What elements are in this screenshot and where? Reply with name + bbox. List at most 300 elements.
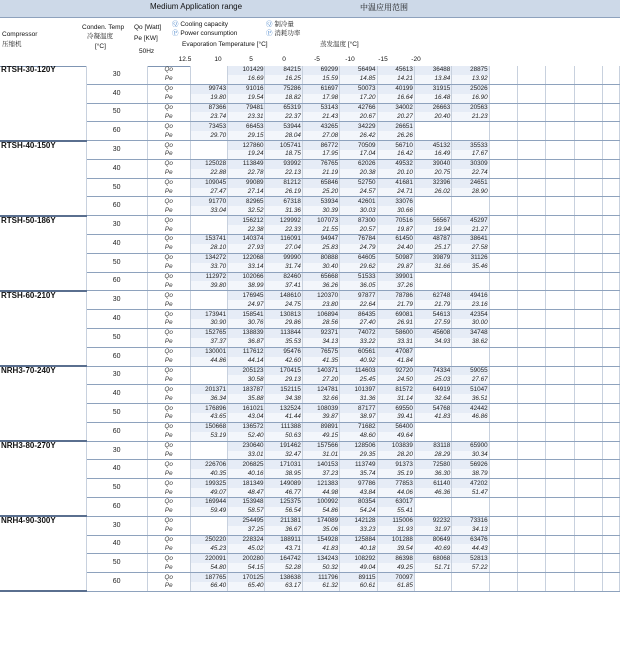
pe-value: 13.84 — [414, 75, 451, 84]
pe-value: 33.01 — [228, 451, 265, 460]
pe-value: 38.95 — [265, 469, 302, 478]
pe-value: 36.67 — [265, 526, 302, 535]
qo-value: 63476 — [452, 535, 489, 544]
pe-label: Pe — [147, 338, 190, 347]
pe-value: 36.51 — [452, 394, 489, 403]
pe-value: 37.25 — [228, 526, 265, 535]
qo-value: 64605 — [340, 253, 377, 262]
empty-cell — [546, 281, 574, 290]
qo-value: 176896 — [190, 404, 227, 413]
pe-label: Pe — [147, 188, 190, 197]
qo-value: 138839 — [228, 328, 265, 337]
empty-cell — [574, 263, 602, 272]
pe-label: Pe — [147, 112, 190, 121]
pe-value: 61.85 — [377, 582, 414, 591]
qo-value: 191462 — [265, 441, 302, 450]
condensing-temp: 50 — [86, 479, 147, 498]
table-row — [0, 272, 620, 281]
qo-value: 71682 — [340, 422, 377, 431]
empty-cell — [602, 582, 619, 591]
pe-label: Pe — [147, 169, 190, 178]
pe-value: 27.59 — [414, 319, 451, 328]
empty-cell — [546, 94, 574, 103]
qo-value: 105741 — [265, 141, 302, 150]
qo-value — [452, 347, 489, 356]
pe-value: 42.60 — [265, 357, 302, 366]
empty-cell — [602, 216, 619, 225]
qo-value: 32396 — [414, 178, 451, 187]
pe-value: 29.70 — [190, 131, 227, 140]
empty-cell — [602, 319, 619, 328]
pe-value: 27.14 — [228, 188, 265, 197]
empty-cell — [546, 66, 574, 75]
pe-value: 50.63 — [265, 432, 302, 441]
pe-label: Pe — [147, 357, 190, 366]
pe-value: 61.32 — [302, 582, 339, 591]
condensing-temp: 40 — [86, 235, 147, 254]
qo-value: 62748 — [414, 291, 451, 300]
pe-value: 31.93 — [377, 526, 414, 535]
empty-cell — [489, 319, 517, 328]
empty-cell — [517, 66, 545, 75]
pe-value: 34.13 — [302, 338, 339, 347]
empty-cell — [546, 469, 574, 478]
empty-cell — [546, 75, 574, 84]
empty-cell — [602, 66, 619, 75]
pe-value: 28.29 — [414, 451, 451, 460]
pe-value: 20.10 — [377, 169, 414, 178]
empty-cell — [517, 131, 545, 140]
qo-value: 170415 — [265, 366, 302, 375]
qo-label: Qo — [147, 197, 190, 206]
frequency-label: 50Hz — [139, 48, 155, 55]
qo-value: 230640 — [228, 441, 265, 450]
qo-value: 149089 — [265, 479, 302, 488]
empty-cell — [602, 544, 619, 553]
pe-value: 26.19 — [265, 188, 302, 197]
pe-label: Pe — [147, 432, 190, 441]
pe-value: 27.08 — [302, 131, 339, 140]
pe-value: 63.17 — [265, 582, 302, 591]
qo-value: 81212 — [265, 178, 302, 187]
empty-cell — [574, 385, 602, 394]
empty-cell — [546, 188, 574, 197]
pe-value: 44.86 — [190, 357, 227, 366]
empty-cell — [574, 432, 602, 441]
empty-cell — [574, 554, 602, 563]
qo-label: Qo — [147, 573, 190, 582]
conden-temp-label-cn: 冷凝温度 — [87, 33, 113, 40]
empty-cell — [574, 422, 602, 431]
empty-cell — [602, 169, 619, 178]
pe-label: Pe — [147, 451, 190, 460]
pe-value: 50.32 — [302, 563, 339, 572]
qo-value: 89115 — [340, 573, 377, 582]
empty-cell — [602, 291, 619, 300]
qo-value: 42601 — [340, 197, 377, 206]
empty-cell — [574, 516, 602, 525]
pe-value: 46.77 — [265, 488, 302, 497]
qo-value: 39901 — [377, 272, 414, 281]
qo-value: 121383 — [302, 479, 339, 488]
empty-cell — [602, 432, 619, 441]
empty-cell — [489, 347, 517, 356]
condensing-temp: 40 — [86, 535, 147, 554]
qo-value: 91373 — [377, 460, 414, 469]
qo-value: 169944 — [190, 497, 227, 506]
empty-cell — [517, 413, 545, 422]
pe-value: 49.15 — [302, 432, 339, 441]
evaporation-temp-label: Evaporation Temperature [°C] — [182, 41, 268, 48]
qo-value: 161021 — [228, 404, 265, 413]
pe-value: 32.52 — [228, 206, 265, 215]
condensing-temp: 50 — [86, 103, 147, 122]
empty-cell — [489, 488, 517, 497]
table-row — [0, 385, 620, 394]
empty-cell — [517, 75, 545, 84]
empty-cell — [546, 244, 574, 253]
pe-value — [190, 300, 227, 309]
qo-value — [452, 497, 489, 506]
pe-value: 29.15 — [228, 131, 265, 140]
qo-value: 56710 — [377, 141, 414, 150]
pe-value: 48.60 — [340, 432, 377, 441]
qo-value: 140374 — [228, 235, 265, 244]
qo-value — [414, 197, 451, 206]
qo-value: 109045 — [190, 178, 227, 187]
empty-cell — [489, 281, 517, 290]
pe-value: 21.43 — [302, 112, 339, 121]
pe-value: 38.97 — [340, 413, 377, 422]
empty-cell — [517, 253, 545, 262]
pe-value: 17.20 — [340, 94, 377, 103]
empty-cell — [546, 404, 574, 413]
qo-value — [190, 516, 227, 525]
empty-cell — [489, 66, 517, 75]
pe-value: 25.45 — [340, 375, 377, 384]
qo-value: 61140 — [414, 479, 451, 488]
empty-cell — [517, 357, 545, 366]
qo-value: 211381 — [265, 516, 302, 525]
pe-value: 31.97 — [414, 526, 451, 535]
qo-value: 56567 — [414, 216, 451, 225]
empty-cell — [517, 451, 545, 460]
empty-cell — [574, 150, 602, 159]
condensing-temp: 40 — [86, 460, 147, 479]
qo-value: 101397 — [340, 385, 377, 394]
empty-cell — [602, 235, 619, 244]
pe-value: 19.87 — [377, 225, 414, 234]
table-row — [0, 535, 620, 544]
empty-cell — [574, 479, 602, 488]
qo-value: 125028 — [190, 159, 227, 168]
pe-value: 24.57 — [340, 188, 377, 197]
qo-value: 111388 — [265, 422, 302, 431]
pe-value: 45.02 — [228, 544, 265, 553]
qo-label: Qo — [147, 460, 190, 469]
pe-value: 31.36 — [340, 394, 377, 403]
qo-value: 80888 — [302, 253, 339, 262]
pe-value: 27.20 — [302, 375, 339, 384]
qo-label: Qo — [147, 216, 190, 225]
empty-cell — [517, 526, 545, 535]
empty-cell — [574, 122, 602, 131]
condensing-temp: 50 — [86, 404, 147, 423]
qo-value: 64919 — [414, 385, 451, 394]
pe-value: 17.98 — [302, 94, 339, 103]
empty-cell — [546, 507, 574, 516]
empty-cell — [489, 451, 517, 460]
empty-cell — [546, 122, 574, 131]
empty-cell — [517, 394, 545, 403]
condensing-temp: 60 — [86, 573, 147, 592]
qo-value: 84215 — [265, 66, 302, 75]
table-row — [0, 84, 620, 93]
qo-value: 108039 — [302, 404, 339, 413]
empty-cell — [546, 300, 574, 309]
pe-value: 22.33 — [265, 225, 302, 234]
pe-value: 25.03 — [414, 375, 451, 384]
empty-cell — [517, 488, 545, 497]
pe-value — [452, 206, 489, 215]
empty-cell — [517, 432, 545, 441]
pe-value: 27.04 — [265, 244, 302, 253]
qo-label: Qo — [147, 366, 190, 375]
qo-value: 67318 — [265, 197, 302, 206]
pe-label: Pe — [147, 563, 190, 572]
qo-value: 62026 — [340, 159, 377, 168]
pe-value: 24.75 — [265, 300, 302, 309]
legend-cooling — [172, 21, 228, 29]
qo-value — [452, 422, 489, 431]
empty-cell — [546, 159, 574, 168]
pe-value: 30.90 — [190, 319, 227, 328]
pe-value: 65.40 — [228, 582, 265, 591]
empty-cell — [489, 385, 517, 394]
empty-cell — [546, 432, 574, 441]
pe-value: 22.88 — [190, 169, 227, 178]
empty-cell — [546, 112, 574, 121]
pe-value: 26.42 — [340, 131, 377, 140]
qo-value: 122068 — [228, 253, 265, 262]
empty-cell — [489, 244, 517, 253]
qo-value: 76575 — [302, 347, 339, 356]
table-row — [0, 497, 620, 506]
qo-value: 86435 — [340, 310, 377, 319]
qo-value: 99743 — [190, 84, 227, 93]
evap-temp-0: 12.5 — [178, 56, 192, 63]
pe-value: 35.88 — [228, 394, 265, 403]
conden-temp-unit: [°C] — [95, 43, 106, 50]
empty-cell — [574, 131, 602, 140]
empty-cell — [517, 272, 545, 281]
qo-value: 153741 — [190, 235, 227, 244]
qo-label: Qo — [147, 253, 190, 262]
qo-value: 54613 — [414, 310, 451, 319]
qo-value: 154928 — [302, 535, 339, 544]
pe-value: 24.97 — [228, 300, 265, 309]
empty-cell — [602, 310, 619, 319]
qo-value: 113849 — [228, 159, 265, 168]
pe-value: 43.65 — [190, 413, 227, 422]
empty-cell — [546, 206, 574, 215]
empty-cell — [546, 150, 574, 159]
pe-value: 24.50 — [377, 375, 414, 384]
qo-label: Qo — [147, 385, 190, 394]
qo-value: 127860 — [228, 141, 265, 150]
qo-value — [414, 497, 451, 506]
qo-value: 228324 — [228, 535, 265, 544]
table-row — [0, 310, 620, 319]
qo-label: Qo — [147, 272, 190, 281]
empty-cell — [602, 272, 619, 281]
pe-value: 21.19 — [302, 169, 339, 178]
pe-value: 24.79 — [340, 244, 377, 253]
qo-value: 70516 — [377, 216, 414, 225]
pe-value: 21.27 — [452, 225, 489, 234]
pe-value: 43.84 — [340, 488, 377, 497]
qo-value: 40199 — [377, 84, 414, 93]
empty-cell — [546, 225, 574, 234]
pe-value: 40.18 — [340, 544, 377, 553]
empty-cell — [489, 404, 517, 413]
empty-cell — [602, 554, 619, 563]
empty-cell — [517, 516, 545, 525]
qo-value: 158541 — [228, 310, 265, 319]
qo-value: 74334 — [414, 366, 451, 375]
qo-value: 150668 — [190, 422, 227, 431]
empty-cell — [546, 535, 574, 544]
qo-value: 91016 — [228, 84, 265, 93]
qo-value: 92720 — [377, 366, 414, 375]
pe-label: Pe — [147, 150, 190, 159]
empty-cell — [574, 328, 602, 337]
qo-value: 52750 — [340, 178, 377, 187]
pe-value: 32.66 — [302, 394, 339, 403]
qo-value: 164742 — [265, 554, 302, 563]
qo-value: 76784 — [340, 235, 377, 244]
qo-label: Qo — [147, 310, 190, 319]
empty-cell — [602, 441, 619, 450]
condensing-temp: 60 — [86, 197, 147, 216]
pe-value — [452, 432, 489, 441]
pe-value: 33.70 — [190, 263, 227, 272]
qo-value: 75286 — [265, 84, 302, 93]
qo-value: 91770 — [190, 197, 227, 206]
empty-cell — [602, 479, 619, 488]
pe-label: Pe — [147, 582, 190, 591]
empty-cell — [546, 441, 574, 450]
pe-value — [452, 281, 489, 290]
pe-value: 21.23 — [452, 112, 489, 121]
empty-cell — [489, 357, 517, 366]
pe-value: 31.01 — [302, 451, 339, 460]
empty-cell — [574, 225, 602, 234]
pe-value: 28.90 — [452, 188, 489, 197]
pe-value: 34.13 — [452, 526, 489, 535]
pe-value: 26.26 — [377, 131, 414, 140]
pe-value — [414, 507, 451, 516]
pe-value — [414, 432, 451, 441]
empty-cell — [546, 554, 574, 563]
table-row — [0, 141, 620, 150]
table-row — [0, 103, 620, 112]
empty-cell — [517, 563, 545, 572]
pe-value: 38.79 — [452, 469, 489, 478]
table-row — [0, 253, 620, 262]
qo-value — [414, 422, 451, 431]
pe-value — [414, 582, 451, 591]
empty-cell — [489, 375, 517, 384]
qo-value: 58600 — [377, 328, 414, 337]
empty-cell — [574, 253, 602, 262]
qo-value: 80354 — [340, 497, 377, 506]
qo-value: 86772 — [302, 141, 339, 150]
empty-cell — [517, 178, 545, 187]
empty-cell — [546, 497, 574, 506]
empty-cell — [489, 497, 517, 506]
pe-value: 20.40 — [414, 112, 451, 121]
qo-value: 128506 — [340, 441, 377, 450]
pe-value: 52.40 — [228, 432, 265, 441]
qo-value: 39040 — [414, 159, 451, 168]
pe-value — [190, 150, 227, 159]
pe-value: 49.64 — [377, 432, 414, 441]
model-name: RTSH-40-150Y — [0, 141, 86, 216]
empty-cell — [546, 460, 574, 469]
pe-label: Pe — [147, 206, 190, 215]
empty-cell — [602, 84, 619, 93]
empty-cell — [602, 526, 619, 535]
empty-cell — [602, 460, 619, 469]
qo-value: 134243 — [302, 554, 339, 563]
empty-cell — [602, 159, 619, 168]
title-english: Medium Application range — [150, 2, 243, 11]
pe-value: 36.05 — [340, 281, 377, 290]
pe-value: 54.80 — [190, 563, 227, 572]
qo-value — [452, 573, 489, 582]
empty-cell — [489, 479, 517, 488]
empty-cell — [546, 328, 574, 337]
conden-temp-label: Conden. Temp — [82, 24, 125, 31]
table-row — [0, 366, 620, 375]
evap-temp-7: -20 — [411, 56, 421, 63]
empty-cell — [517, 544, 545, 553]
empty-cell — [546, 310, 574, 319]
empty-cell — [574, 112, 602, 121]
qo-value: 59055 — [452, 366, 489, 375]
qo-value: 33076 — [377, 197, 414, 206]
pe-value: 37.26 — [377, 281, 414, 290]
qo-value: 42766 — [340, 103, 377, 112]
empty-cell — [602, 103, 619, 112]
pe-value: 30.03 — [340, 206, 377, 215]
qo-value: 130813 — [265, 310, 302, 319]
qo-label: Qo — [147, 479, 190, 488]
pe-value: 20.67 — [340, 112, 377, 121]
qo-value: 80649 — [414, 535, 451, 544]
pe-value: 22.74 — [452, 169, 489, 178]
empty-cell — [602, 197, 619, 206]
pe-value: 19.80 — [190, 94, 227, 103]
pe-value: 25.20 — [302, 188, 339, 197]
empty-cell — [489, 216, 517, 225]
condensing-temp: 60 — [86, 272, 147, 291]
empty-cell — [517, 244, 545, 253]
condensing-temp: 50 — [86, 328, 147, 347]
empty-cell — [489, 582, 517, 591]
model-name: NRH3-80-270Y — [0, 441, 86, 516]
